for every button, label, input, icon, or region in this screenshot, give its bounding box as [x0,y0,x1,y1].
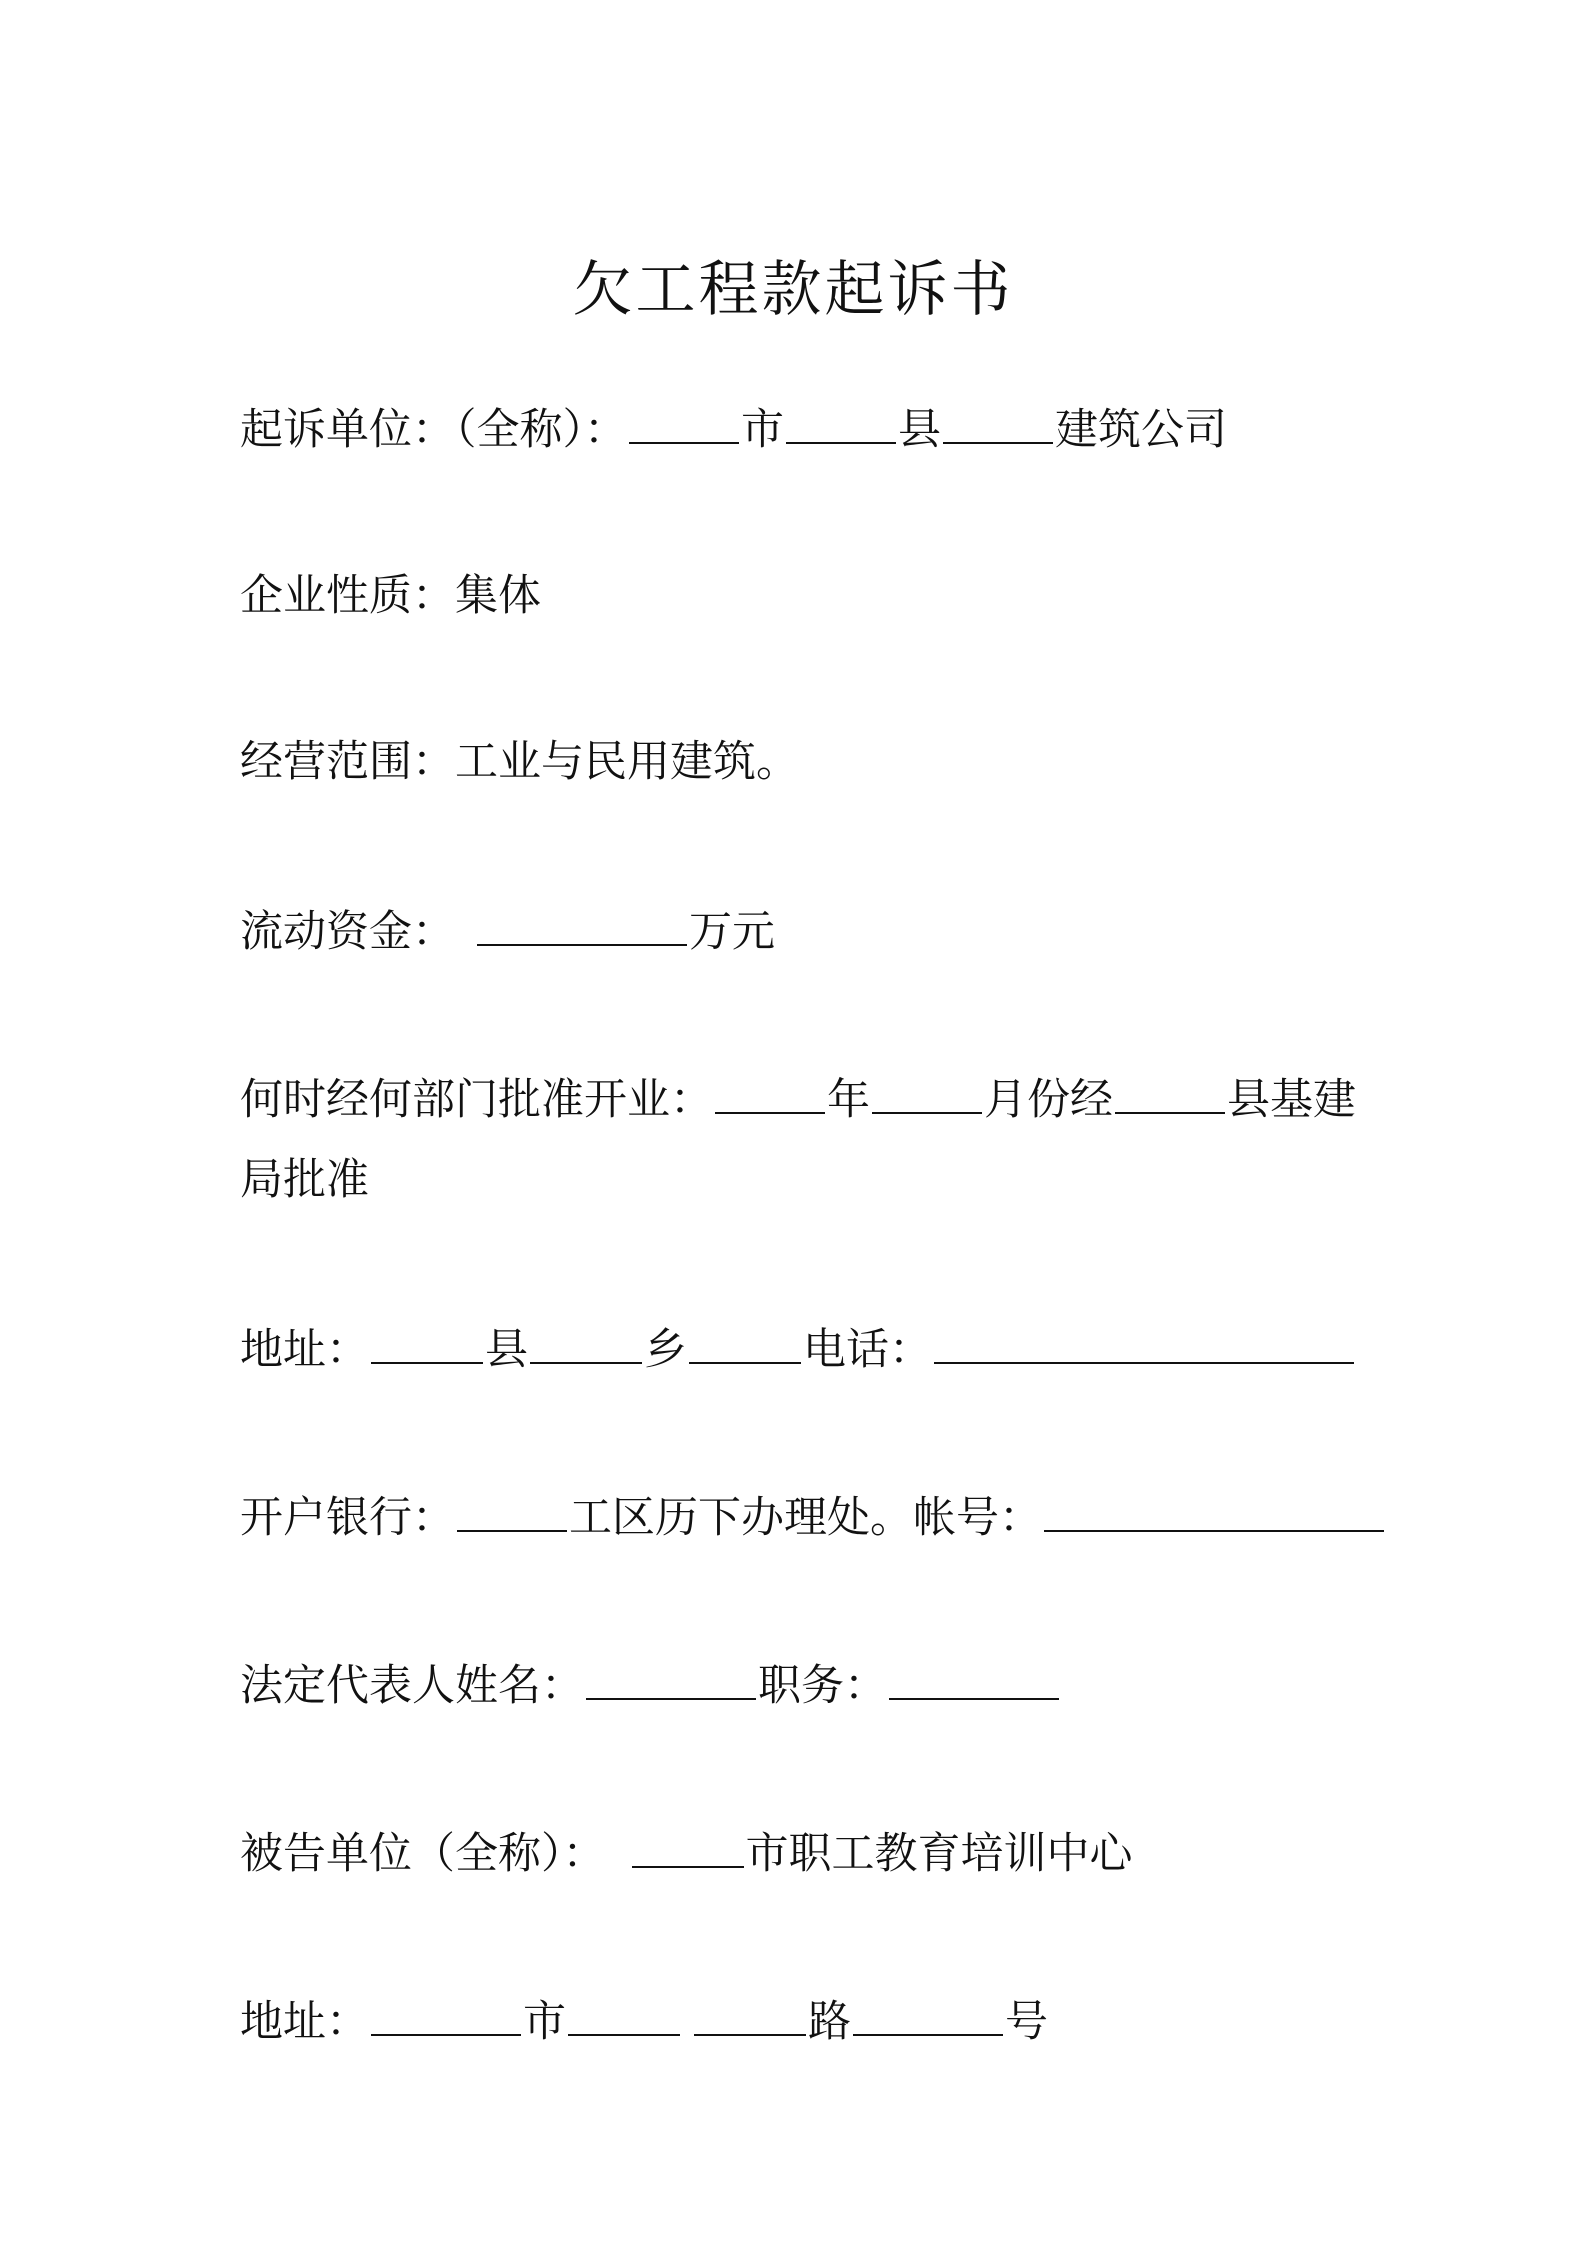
address-county-suffix: 县 [485,1325,528,1375]
approval-year-blank[interactable] [715,1068,825,1114]
representative-label: 法定代表人姓名： [240,1661,584,1711]
scope-value: 工业与民用建筑。 [455,737,799,787]
bank-account-label: 帐号： [913,1493,1042,1543]
approval-county-suffix: 县基建 [1227,1075,1356,1125]
approval-line-2 [240,1150,369,1210]
capital-line [240,900,775,962]
approval-line [240,1068,1356,1130]
bank-line [240,1486,1386,1548]
bank-branch-suffix: 工区历下办理处。 [569,1493,913,1543]
defendant-label: 被告单位（全称）： [240,1829,606,1879]
address-township-blank[interactable] [530,1318,642,1364]
defendant-address-city-suffix: 市 [523,1997,566,2047]
plaintiff-company-suffix: 建筑公司 [1055,405,1227,455]
plaintiff-line [240,398,1227,460]
bank-name-blank[interactable] [457,1486,567,1532]
plaintiff-county-suffix: 县 [898,405,941,455]
approval-label: 何时经何部门批准开业： [240,1075,713,1125]
document-title: 欠工程款起诉书 [572,255,1014,325]
representative-position-label: 职务： [758,1661,887,1711]
defendant-line [240,1822,1133,1884]
representative-line [240,1654,1061,1716]
defendant-address-label: 地址： [240,1997,369,2047]
capital-unit: 万元 [689,907,775,957]
approval-month-suffix: 月份经 [984,1075,1113,1125]
plaintiff-city-suffix: 市 [741,405,784,455]
address-line [240,1318,1356,1380]
approval-month-blank[interactable] [872,1068,982,1114]
representative-name-blank[interactable] [586,1654,756,1700]
address-phone-label: 电话： [803,1325,932,1375]
approval-county-blank[interactable] [1115,1068,1225,1114]
nature-line [240,566,541,626]
address-label: 地址： [240,1325,369,1375]
address-village-blank[interactable] [689,1318,801,1364]
plaintiff-label: 起诉单位：（全称）： [240,405,627,455]
scope-label: 经营范围： [240,737,455,787]
scope-line [240,732,799,792]
capital-label: 流动资金： [240,907,455,957]
address-phone-blank[interactable] [934,1318,1354,1364]
plaintiff-company-blank[interactable] [943,398,1053,444]
approval-year-suffix: 年 [827,1075,870,1125]
plaintiff-city-blank[interactable] [629,398,739,444]
address-township-suffix: 乡 [644,1325,687,1375]
nature-label: 企业性质： [240,571,455,621]
defendant-address-number-suffix: 号 [1005,1997,1048,2047]
nature-value: 集体 [455,571,541,621]
address-county-blank[interactable] [371,1318,483,1364]
bank-account-blank[interactable] [1044,1486,1384,1532]
plaintiff-county-blank[interactable] [786,398,896,444]
defendant-address-line [240,1990,1048,2052]
representative-position-blank[interactable] [889,1654,1059,1700]
bank-label: 开户银行： [240,1493,455,1543]
approval-line2: 局批准 [240,1155,369,1205]
defendant-address-road-blank[interactable] [694,1990,806,2036]
defendant-address-road-suffix: 路 [808,1997,851,2047]
defendant-address-district-blank[interactable] [568,1990,680,2036]
defendant-city-blank[interactable] [632,1822,744,1868]
defendant-name-suffix: 市职工教育培训中心 [745,1829,1133,1879]
defendant-address-city-blank[interactable] [371,1990,521,2036]
capital-amount-blank[interactable] [477,900,687,946]
defendant-address-number-blank[interactable] [853,1990,1003,2036]
